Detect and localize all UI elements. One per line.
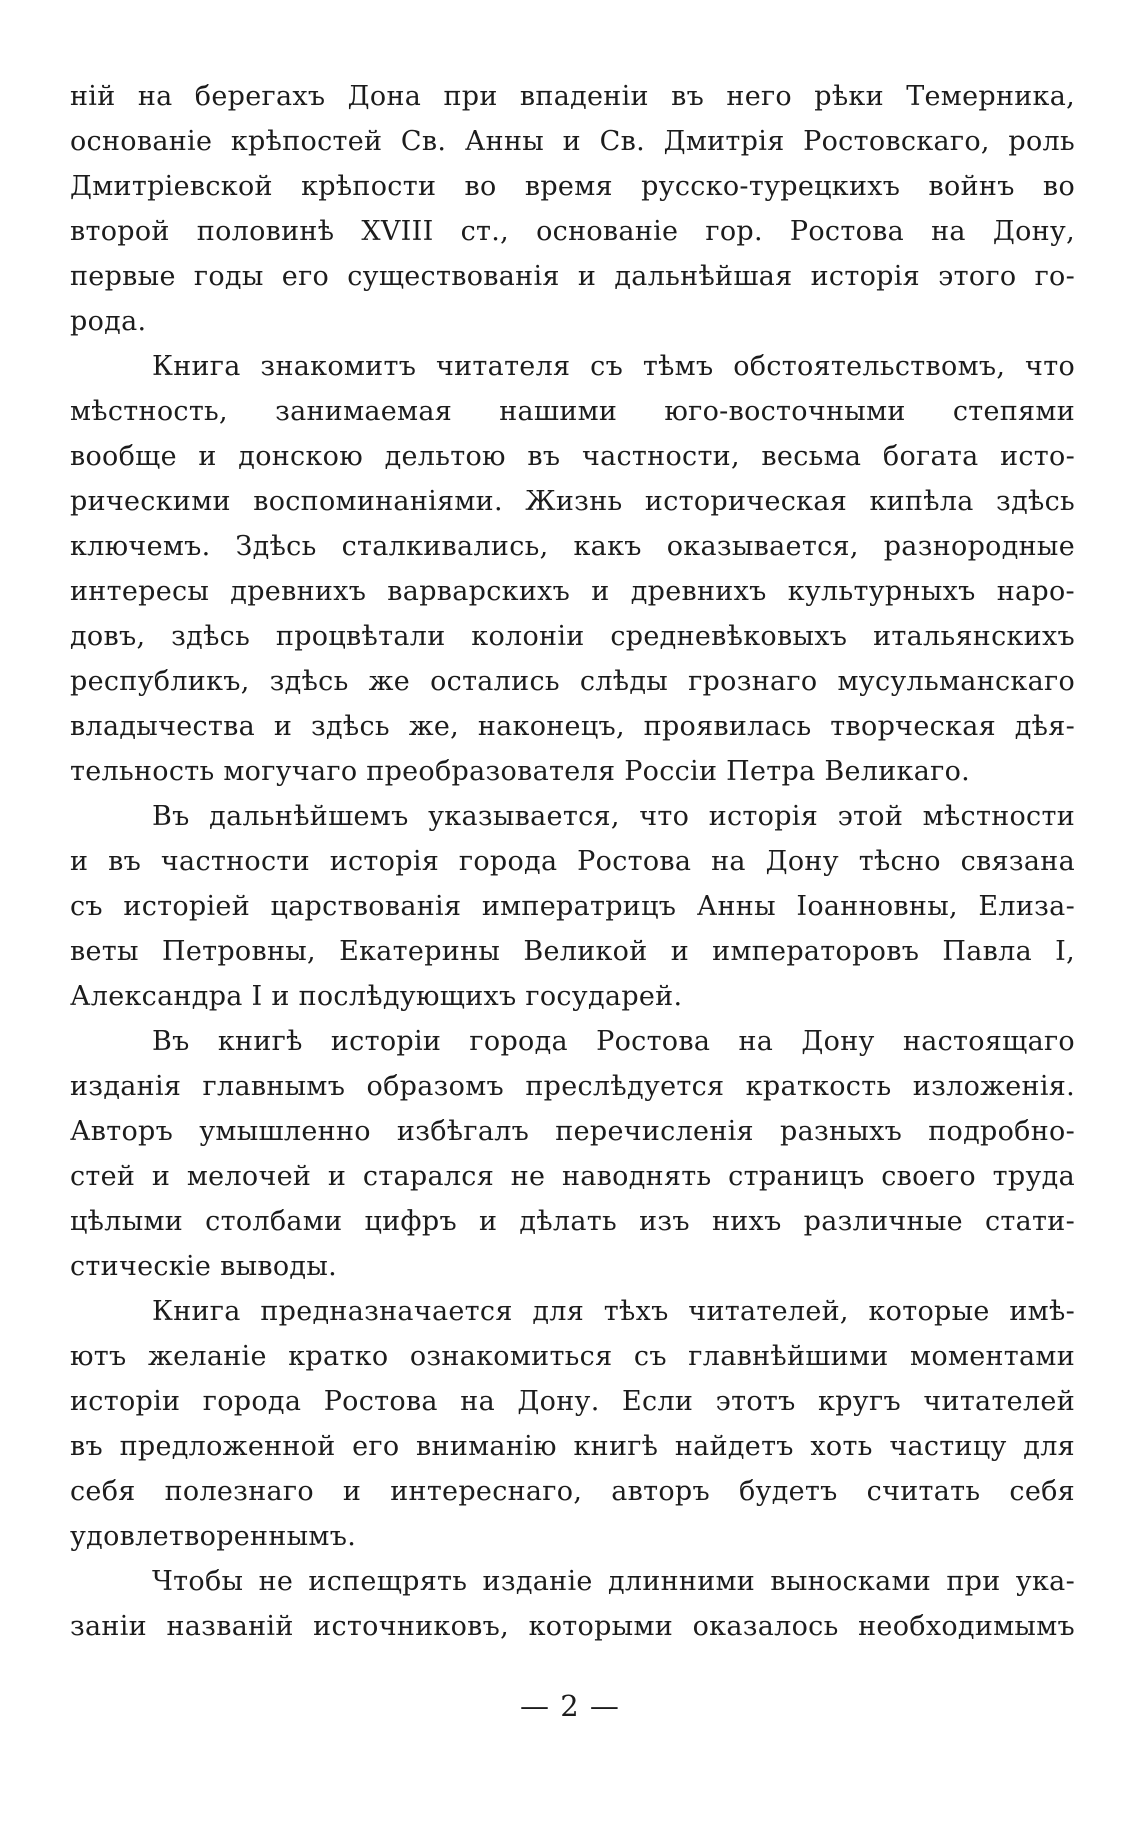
text-line: удовлетвореннымъ. [70,1521,357,1552]
body-text [70,74,1075,1649]
text-line: и въ частности исторія города Ростова на Дону тѣсно связана [70,846,1075,877]
text-line: ключемъ. Здѣсь сталкивались, какъ оказывается, разнородные [70,531,1075,562]
text-line: ній на берегахъ Дона при впаденіи въ него рѣки Темерника, [70,81,1075,112]
text-line: владычества и здѣсь же, наконецъ, проявилась творческая дѣя- [70,711,1075,742]
text-line: Въ дальнѣйшемъ указывается, что исторія этой мѣстности [152,801,1075,832]
text-line: тельность могучаго преобразователя Россіи Петра Великаго. [70,756,971,787]
text-line: Въ книгѣ исторіи города Ростова на Дону настоящаго [152,1026,1075,1057]
text-line: исторіи города Ростова на Дону. Если этотъ кругъ читателей [70,1386,1075,1417]
text-line: Авторъ умышленно избѣгалъ перечисленія разныхъ подробно- [70,1116,1075,1147]
text-line: ютъ желаніе кратко ознакомиться съ главнѣйшими моментами [70,1341,1075,1372]
paragraph [70,1559,1075,1649]
text-line: интересы древнихъ варварскихъ и древнихъ культурныхъ наро- [70,576,1075,607]
text-line: стей и мелочей и старался не наводнять страницъ своего труда [70,1161,1075,1192]
text-line: мѣстность, занимаемая нашими юго-восточными степями [70,396,1075,427]
text-line: съ исторіей царствованія императрицъ Анны Іоанновны, Елиза- [70,891,1075,922]
text-line: изданія главнымъ образомъ преслѣдуется краткость изложенія. [70,1071,1075,1102]
text-line: Дмитріевской крѣпости во время русско-турецкихъ войнъ во [70,171,1075,202]
text-line: веты Петровны, Екатерины Великой и императоровъ Павла I, [70,936,1075,967]
page-number: — 2 — [520,1689,620,1723]
text-line: основаніе крѣпостей Св. Анны и Св. Дмитрія Ростовскаго, роль [70,126,1075,157]
text-line: рода. [70,306,147,337]
paragraph [70,344,1075,794]
text-line: республикъ, здѣсь же остались слѣды грознаго мусульманскаго [70,666,1075,697]
text-line: Чтобы не испещрять изданіе длинними выносками при ука- [152,1566,1075,1597]
paragraph [70,1289,1075,1559]
text-line: первые годы его существованія и дальнѣйшая исторія этого го- [70,261,1075,292]
paragraph [70,1019,1075,1289]
text-line: цѣлыми столбами цифръ и дѣлать изъ нихъ различные стати- [70,1206,1075,1237]
text-line: рическими воспоминаніями. Жизнь историческая кипѣла здѣсь [70,486,1075,517]
text-line: въ предложенной его вниманію книгѣ найдетъ хоть частицу для [70,1431,1075,1462]
text-line: довъ, здѣсь процвѣтали колоніи средневѣковыхъ итальянскихъ [70,621,1075,652]
text-line: вообще и донскою дельтою въ частности, весьма богата исто- [70,441,1075,472]
paragraph [70,794,1075,1019]
paragraph [70,74,1075,344]
text-line: Книга предназначается для тѣхъ читателей, которые имѣ- [152,1296,1075,1327]
text-line: себя полезнаго и интереснаго, авторъ будетъ считать себя [70,1476,1075,1507]
text-line: Александра I и послѣдующихъ государей. [70,981,683,1012]
text-line: Книга знакомитъ читателя съ тѣмъ обстоятельствомъ, что [152,351,1075,382]
text-line: стическіе выводы. [70,1251,338,1282]
text-line: второй половинѣ XVIII ст., основаніе гор. Ростова на Дону, [70,216,1075,247]
text-line: заніи названій источниковъ, которыми оказалось необходимымъ [70,1611,1075,1642]
